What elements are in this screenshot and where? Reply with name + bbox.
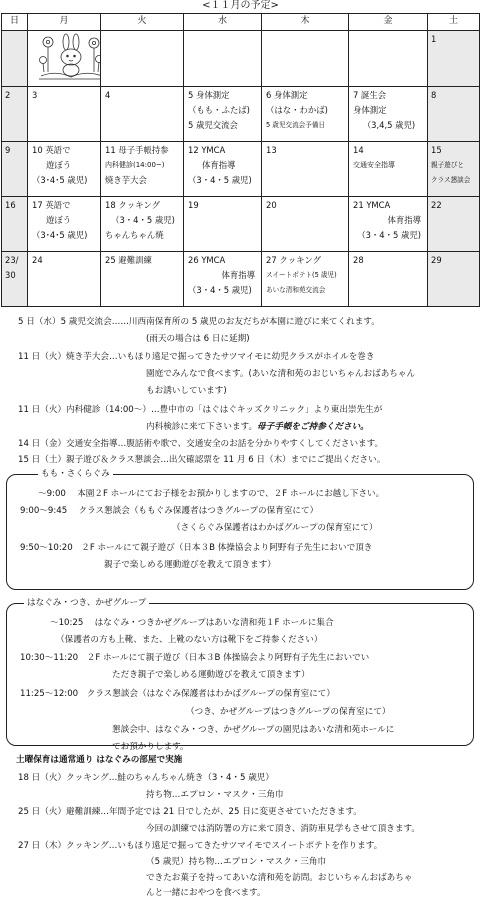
- day-number: 13: [266, 145, 277, 155]
- note-line: 15 日（土）親子遊び＆クラス懇談会…出欠確認票を 11 月 6 日（木）までにご提出ください。: [18, 455, 386, 465]
- note-emphasis: 母子手帳をご持参ください。: [257, 422, 369, 432]
- calendar-cell: [262, 142, 349, 197]
- day-number: 28: [353, 255, 364, 265]
- momo-sakura-title: もも・さくらぐみ: [38, 468, 113, 480]
- hana-line: 11:25～12:00 クラス懇談会（はなぐみ保護者はわかばグループの保育室にて）: [20, 689, 335, 699]
- momo-line: 親子で楽しめる運動遊びを教えて頂きます）: [104, 560, 276, 570]
- hana-line: ～10:25 はなぐみ・つきかぜグループはあいな清和苑１F ホールに集合: [50, 618, 334, 628]
- calendar-cell: [349, 197, 428, 252]
- day-number: 3: [32, 90, 38, 100]
- event-text: 6 身体測定: [266, 90, 308, 100]
- calendar-cell: [28, 252, 101, 307]
- calendar-cell: [262, 252, 349, 307]
- momo-line: （さくらぐみ保護者はわかばグループの保育室にて）: [172, 523, 378, 533]
- hana-line: ただき親子で楽しめる運動遊びを教えて頂きます）: [112, 670, 310, 680]
- event-text: 遊ぼう: [46, 160, 72, 170]
- calendar-cell: [184, 87, 262, 142]
- day-number: 20: [266, 200, 277, 210]
- event-text: 5 身体測定: [188, 90, 230, 100]
- calendar-cell: [28, 197, 101, 252]
- hana-title: はなぐみ・つき、かぜグループ: [24, 597, 149, 609]
- tail-line: （5 歳児）持ち物…エプロン・マスク・三角巾: [146, 857, 327, 867]
- calendar-cell: [262, 87, 349, 142]
- day-number: 16: [5, 200, 16, 210]
- event-text: 親子遊びと: [431, 161, 464, 169]
- day-number: 14: [353, 145, 364, 155]
- event-text: 交通安全指導: [353, 161, 395, 169]
- hana-line: （つき、かぜグループはつきグループの保育室にて）: [186, 707, 391, 717]
- event-text: （3・4・5 歳児): [188, 285, 252, 295]
- calendar-cell: [428, 87, 480, 142]
- calendar-cell: [101, 31, 184, 87]
- event-text: 11 母子手帳持参: [105, 145, 169, 155]
- calendar-cell: [428, 197, 480, 252]
- weekday-mon: 月: [28, 14, 101, 31]
- calendar-cell: [184, 31, 262, 87]
- weekday-fri: 金: [349, 14, 428, 31]
- weekday-thu: 木: [262, 14, 349, 31]
- event-text: 21 YMCA: [353, 200, 391, 210]
- day-number: 2: [5, 90, 11, 100]
- note-line: 11 日（火）内科健診（14:00～）…豊中市の「はぐはぐキッズクリニック」より東出崇先生が: [18, 405, 383, 415]
- day-number: 4: [105, 90, 111, 100]
- hana-line: （保護者の方も上靴、また、上靴のない方は靴下をご持参ください）: [56, 635, 323, 645]
- event-text: 内科健診(14:00~): [105, 161, 165, 169]
- calendar-week-row: [2, 87, 480, 142]
- event-text: 10 英語で: [32, 145, 71, 155]
- calendar-cell: [101, 252, 184, 307]
- event-text: 26 YMCA: [188, 255, 226, 265]
- calendar-cell: [28, 31, 101, 87]
- event-text: あいな清和苑交流会: [266, 286, 326, 294]
- event-text: （3･4･5 歳児): [32, 175, 88, 185]
- note-line: 14 日（金）交通安全指導…腹話術や歌で、交通安全のお話を分かりやすくしてくださいます。: [18, 439, 384, 449]
- tail-line: 27 日（木）クッキング…いもほり遠足で掘ってきたサツマイモでスイートポテトを作ります。: [18, 841, 383, 851]
- calendar-cell: [2, 142, 28, 197]
- event-text: （3･4･5 歳児): [32, 230, 88, 240]
- event-text: 体育指導: [387, 215, 421, 225]
- event-text: （3・4・5 歳児): [357, 230, 421, 240]
- momo-line: 9:50～10:20 ２F ホールにて親子遊び（日本３B 体操協会より阿野有子先生においで頂き: [20, 543, 373, 553]
- event-text: ちゃんちゃん焼: [105, 230, 164, 240]
- calendar-week-row: [2, 252, 480, 307]
- calendar-week-row: [2, 197, 480, 252]
- calendar-cell: [349, 252, 428, 307]
- calendar-cell: [101, 87, 184, 142]
- calendar-cell: [184, 142, 262, 197]
- event-text: 27 クッキング: [266, 255, 321, 265]
- event-text: 体育指導: [202, 160, 236, 170]
- tail-line: 持ち物…エプロン・マスク・三角巾: [146, 790, 284, 800]
- day-number: 30: [5, 270, 16, 280]
- calendar-cell: [262, 31, 349, 87]
- saturday-note: 土曜保育は通常通り はなぐみの部屋で実施: [16, 755, 183, 765]
- day-number: 1: [431, 34, 437, 44]
- note-line: (雨天の場合は 6 日に延期): [146, 334, 250, 344]
- page-title: <１１月の予定>: [202, 0, 279, 11]
- note-line: 園庭でみんなで食べます。(あいな清和苑のおじいちゃんおばあちゃん: [146, 369, 416, 379]
- calendar-table: [1, 13, 480, 307]
- day-number: 9: [5, 145, 11, 155]
- day-number: 22: [431, 200, 442, 210]
- event-text: （3,4,5 歳児): [362, 120, 416, 130]
- weekday-sat: 土: [428, 14, 480, 31]
- calendar-cell: [184, 252, 262, 307]
- weekday-tue: 火: [101, 14, 184, 31]
- calendar-cell: [349, 142, 428, 197]
- tail-line: んと一緒におやつを食べます。: [146, 888, 266, 898]
- tail-line: 25 日（火）避難訓練…年間予定では 21 日でしたが、25 日に変更させていただきます。: [18, 807, 362, 817]
- day-number: 15: [431, 145, 442, 155]
- calendar-cell: [184, 197, 262, 252]
- hana-line: てお預かりします。: [112, 742, 189, 752]
- momo-line: ～9:00 本園２F ホールにてお子様をお預かりしますので、２F ホールにお越し下さい。: [38, 489, 385, 499]
- calendar-cell: [428, 142, 480, 197]
- note-line: [146, 421, 369, 433]
- calendar-cell: [28, 87, 101, 142]
- weekday-sun: 日: [2, 14, 28, 31]
- event-text: 遊ぼう: [46, 215, 72, 225]
- calendar-cell: [2, 252, 28, 307]
- event-text: 12 YMCA: [188, 145, 226, 155]
- calendar-week-row: [2, 31, 480, 87]
- calendar-cell: [2, 197, 28, 252]
- calendar-cell: [2, 31, 28, 87]
- weekday-header-row: [2, 14, 480, 31]
- momo-line: 9:00～9:45 クラス懇談会（ももぐみ保護者はつきグループの保育室にて）: [20, 506, 319, 516]
- event-text: 5 歳児交流会: [188, 120, 238, 130]
- weekday-wed: 水: [184, 14, 262, 31]
- event-text: 焼き芋大会: [105, 175, 147, 185]
- calendar-cell: [101, 197, 184, 252]
- hana-line: 懇談会中、はなぐみ・つき、かぜグループの園児はあいな清和苑ホールに: [112, 725, 395, 735]
- event-text: （3・4・5 歳児): [111, 215, 175, 225]
- day-number: 23/: [5, 255, 19, 265]
- event-text: クラス懇談会: [431, 176, 471, 184]
- event-text: （3・4・5 歳児): [188, 175, 252, 185]
- calendar-cell: [2, 87, 28, 142]
- note-line: もお誘いしています): [146, 386, 227, 396]
- note-text: 内科検診に来て下さいます。: [146, 422, 258, 432]
- note-line: 11 日（火）焼き芋大会…いもほり遠足で掘ってきたサツマイモに幼児クラスがホイルを巻き: [18, 352, 375, 362]
- calendar-cell: [349, 31, 428, 87]
- day-number: 29: [431, 255, 442, 265]
- event-text: スイートポテト(5 歳児): [266, 271, 337, 279]
- event-text: 5 歳児交流会予備日: [266, 121, 326, 129]
- note-line: 5 日（水）5 歳児交流会……川西南保育所の 5 歳児のお友だちが本園に遊びに来てくれます。: [18, 317, 380, 327]
- calendar-week-row: [2, 142, 480, 197]
- tail-line: できたお菓子を持ってあいな清和苑を訪問。おじいちゃんおばあちゃ: [146, 873, 413, 883]
- calendar-cell: [349, 87, 428, 142]
- tail-line: 今回の訓練では消防署の方に来て頂き、消防車見学もさせて頂きます。: [146, 824, 420, 834]
- bunny-flowers-illustration: [36, 32, 101, 82]
- event-text: 25 避難訓練: [105, 255, 152, 265]
- event-text: 18 クッキング: [105, 200, 160, 210]
- calendar-cell: [28, 142, 101, 197]
- calendar-cell: [101, 142, 184, 197]
- event-text: （はな・わかば): [266, 105, 328, 115]
- day-number: 24: [32, 255, 43, 265]
- day-number: 19: [188, 200, 199, 210]
- calendar-cell: [428, 252, 480, 307]
- tail-line: 18 日（火）クッキング…鮭のちゃんちゃん焼き（3・4・5 歳児）: [18, 773, 274, 783]
- calendar-cell: [262, 197, 349, 252]
- event-text: 17 英語で: [32, 200, 71, 210]
- event-text: （もも・ふたば): [188, 105, 250, 115]
- day-number: 8: [431, 90, 437, 100]
- event-text: 7 誕生会: [353, 90, 387, 100]
- calendar-cell: [428, 31, 480, 87]
- event-text: 体育指導: [221, 270, 255, 280]
- hana-line: 10:30～11:20 ２F ホールにて親子遊び（日本３B 体操協会より阿野有子先生においでい: [20, 653, 370, 663]
- event-text: 身体測定: [353, 105, 387, 115]
